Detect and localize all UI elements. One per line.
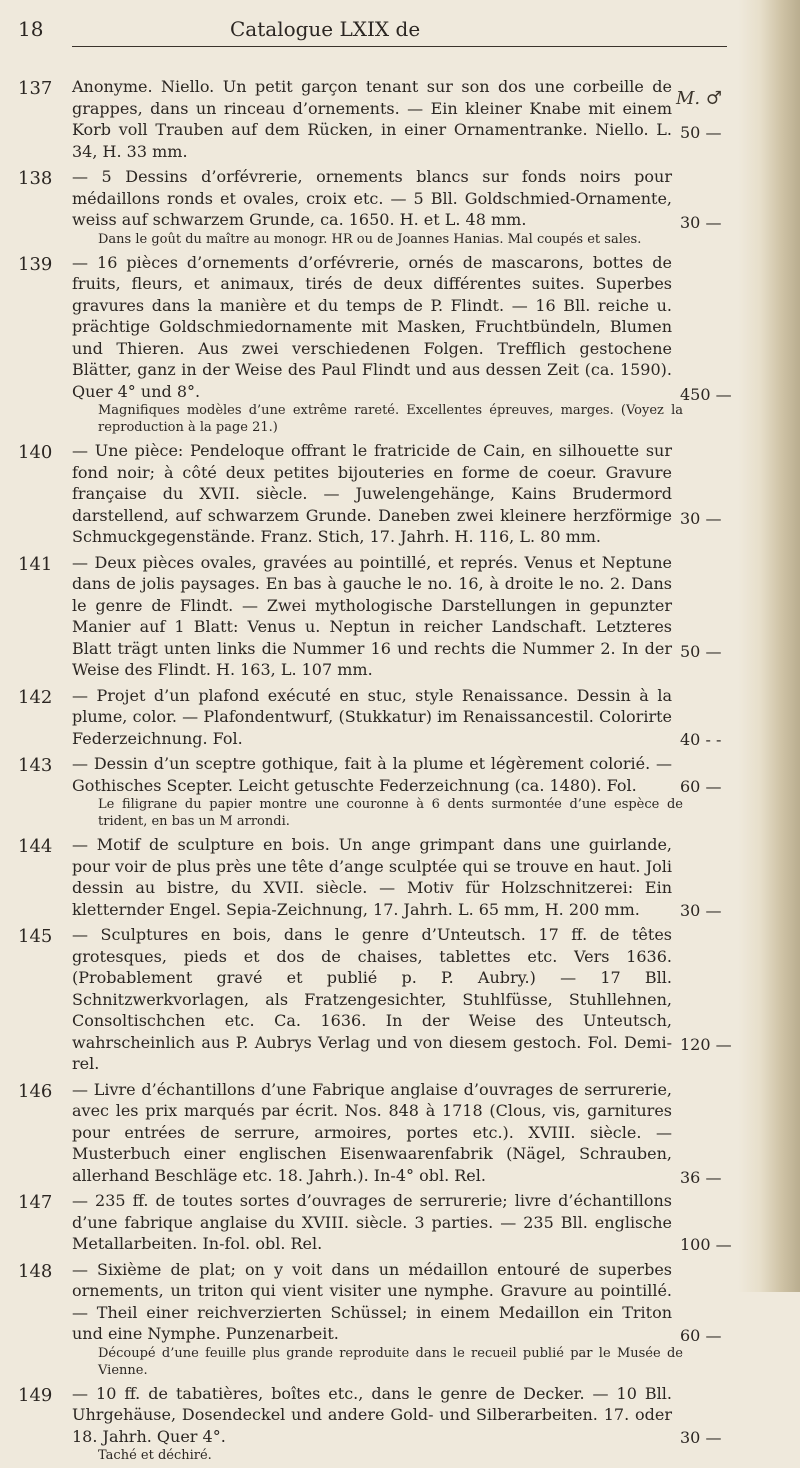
price-annotation: 60 — [680, 777, 722, 796]
entry-text: — Projet d’un plafond exécuté en stuc, style Renaissance. Dessin à la plume, color. — Plafondentwurf, (Stukkatur) im Renaissancestil. Colorirte Federzeichnung. Fol. [72, 685, 672, 748]
header-rule [72, 46, 727, 47]
lot-number: 145 [18, 926, 53, 947]
price-annotation: 100 — [680, 1235, 732, 1254]
entry-note: Magnifiques modèles d’une extrême rareté. Excellentes épreuves, marges. (Voyez la reproduction à la page 21.) [98, 403, 683, 435]
entry-text: — Sculptures en bois, dans le genre d’Unteutsch. 17 ff. de têtes grotesques, pieds et dos de chaises, tablettes etc. Vers 1636. (Probablement gravé et publié p. P. Aubry.) — 17 Bll. Schnitzwerkvorlagen, als Fratzengesichter, Stuhlfüsse, Stuhllehnen, Consoltischchen etc. Ca. 1636. In der Weise des Unteutsch, wahrscheinlich aus P. Aubrys Verlag und von diesem gestoch. Fol. Demi-rel. [72, 925, 672, 1073]
lot-number: 142 [18, 686, 53, 708]
lot-number: 143 [18, 755, 53, 776]
page-header [0, 8, 730, 48]
catalogue-entry [0, 440, 740, 548]
entry-text: — 5 Dessins d’orfévrerie, ornements blancs sur fonds noirs pour médaillons ronds et ovales, croix etc. — 5 Bll. Goldschmied-Ornamente, weiss auf schwarzem Grunde, ca. 1650. H. et L. 48 mm. [72, 167, 672, 229]
catalogue-entry [0, 1383, 740, 1465]
lot-number: 138 [18, 168, 53, 189]
price-annotation: 30 — [680, 1427, 722, 1447]
catalogue-entry [0, 924, 740, 1075]
catalogue-entry [0, 166, 740, 248]
price-annotation: 36 — [680, 1167, 722, 1187]
price-annotation: 40 - - [680, 729, 722, 749]
entry-text: — Deux pièces ovales, gravées au pointillé, et représ. Venus et Neptune dans de jolis paysages. En bas à gauche le no. 16, à droite le no. 2. Dans le genre de Flindt. — Zwei mythologische Darstellungen in gepunzter Manier auf 1 Blatt: Venus u. Neptun in reicher Landschaft. Letzteres Blatt trägt unten links die Nummer 16 und rechts die Nummer 2. In der Weise des Flindt. H. 163, L. 107 mm. [72, 552, 672, 679]
entry-text: — 235 ff. de toutes sortes d’ouvrages de serrurerie; livre d’échantillons d’une fabrique anglaise du XVIII. siècle. 3 parties. — 235 Bll. englische Metallarbeiten. In-fol. obl. Rel. [72, 1191, 672, 1253]
price-annotation: 60 — [680, 1325, 722, 1345]
page-edge-shadow [738, 0, 800, 1292]
entry-note: Taché et déchiré. [98, 1448, 212, 1463]
catalogue-entry [0, 552, 740, 681]
lot-number: 146 [18, 1080, 53, 1102]
running-title: Catalogue LXIX de [230, 17, 421, 41]
lot-number: 140 [18, 442, 53, 463]
catalogue-entry [0, 685, 740, 750]
lot-number: 149 [18, 1384, 53, 1406]
price-annotation: 30 — [680, 901, 722, 920]
catalogue-entry [0, 252, 740, 437]
price-annotation: 120 — [680, 1035, 732, 1054]
catalogue-entry [0, 1190, 740, 1255]
lot-number: 141 [18, 553, 53, 575]
page-number: 18 [18, 17, 44, 41]
lot-number: 144 [18, 836, 53, 857]
catalogue-entry [0, 1259, 740, 1379]
entry-note: Dans le goût du maître au monogr. HR ou de Joannes Hanias. Mal coupés et sales. [98, 231, 642, 247]
catalogue-entry [0, 834, 740, 920]
price-annotation: 50 — [680, 641, 722, 661]
catalogue-entry [0, 753, 740, 830]
lot-number: 147 [18, 1192, 53, 1213]
catalogue-entries [0, 76, 740, 1468]
entry-text: Anonyme. Niello. Un petit garçon tenant sur son dos une corbeille de grappes, dans un rinceau d’ornements. — Ein kleiner Knabe mit einem Korb voll Trauben auf dem Rücken, in einer Ornamentranke. Niello. L. 34, H. 33 mm. [72, 77, 672, 161]
entry-text: — Sixième de plat; on y voit dans un médaillon entouré de superbes ornements, un triton qui vient visiter une nymphe. Gravure au pointillé. — Theil einer reichverzierten Schüssel; in einem Medaillon ein Triton und eine Nymphe. Punzenarbeit. [72, 1259, 672, 1343]
catalogue-entry [0, 1079, 740, 1187]
lot-number: 148 [18, 1260, 53, 1282]
catalogue-entry [0, 76, 740, 162]
entry-text: — Livre d’échantillons d’une Fabrique anglaise d’ouvrages de serrurerie, avec les prix marqués par écrit. Nos. 848 à 1718 (Clous, vis, garnitures pour entrées de serrure, armoires, portes etc.). XVIII. siècle. — Musterbuch einer englischen Eisenwaarenfabrik (Nägel, Schrauben, allerhand Beschläge etc. 18. Jahrh.). In-4° obl. Rel. [72, 1079, 672, 1185]
entry-text: — 10 ff. de tabatières, boîtes etc., dans le genre de Decker. — 10 Bll. Uhrgehäuse, Dosendeckel und andere Gold- und Silberarbeiten. 17. oder 18. Jahrh. Quer 4°. [72, 1383, 672, 1446]
lot-number: 137 [18, 78, 53, 99]
entry-text: — Dessin d’un sceptre gothique, fait à la plume et légèrement colorié. — Gothisches Scepter. Leicht getuschte Federzeichnung (ca. 1480). Fol. [72, 754, 672, 795]
entry-note: Découpé d’une feuille plus grande reproduite dans le recueil publié par le Musée de Vienne. [98, 1345, 683, 1378]
price-annotation: 30 — [680, 213, 722, 232]
entry-note: Le filigrane du papier montre une couronne à 6 dents surmontée d’une espèce de trident, en bas un M arrondi. [98, 797, 683, 829]
entry-text: — 16 pièces d’ornements d’orfévrerie, ornés de mascarons, bottes de fruits, fleurs, et animaux, tirés de deux différentes suites. Superbes gravures dans la manière et du temps de P. Flindt. — 16 Bll. reiche u. prächtige Goldschmiedornamente mit Masken, Fruchtbündeln, Blumen und Thieren. Aus zwei verschiedenen Folgen. Trefflich gestochene Blätter, ganz in der Weise des Paul Flindt und aus dessen Zeit (ca. 1590). Quer 4° und 8°. [72, 252, 672, 401]
price-annotation: 450 — [680, 384, 732, 404]
handwritten-mark: M. ♂ [676, 88, 723, 109]
price-annotation: 50 — [680, 123, 722, 142]
lot-number: 139 [18, 253, 53, 275]
entry-text: — Motif de sculpture en bois. Un ange grimpant dans une guirlande, pour voir de plus près une tête d’ange sculptée qui se trouve en haut. Joli dessin au bistre, du XVII. siècle. — Motiv für Holzschnitzerei: Ein kletternder Engel. Sepia-Zeichnung, 17. Jahrh. L. 65 mm, H. 200 mm. [72, 835, 672, 919]
entry-text: — Une pièce: Pendeloque offrant le fratricide de Cain, en silhouette sur fond noir; à côté deux petites bijouteries en forme de coeur. Gravure française du XVII. siècle. — Juwelengehänge, Kains Brudermord darstellend, auf schwarzem Grunde. Daneben zwei kleinere herzförmige Schmuckgegenstände. Franz. Stich, 17. Jahrh. H. 116, L. 80 mm. [72, 441, 672, 546]
price-annotation: 30 — [680, 509, 722, 528]
